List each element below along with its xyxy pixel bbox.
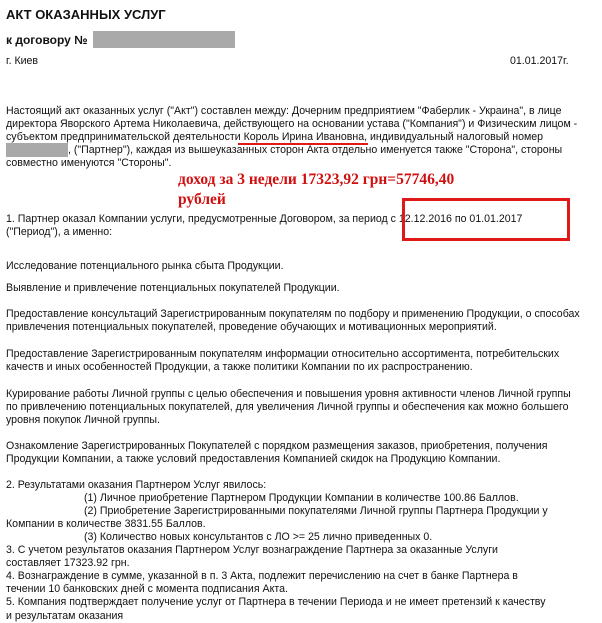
service-4-line-1: Предоставление Зарегистрированным покупателям информации относительно ассортимента, потребительских [6, 348, 560, 360]
service-5-line-3: уровня покупок Личной группы. [6, 414, 160, 426]
p2-item-2: (2) Приобретение Зарегистрированными покупателями Личной группы Партнера Продукции у [84, 505, 548, 517]
period-dates: 12.12.2016 по 01.01.2017 [398, 213, 523, 225]
p2-item-3: (3) Количество новых консультантов с ЛО >= 25 лично приведенных 0. [84, 531, 433, 543]
p2-item-2-cont: Компании в количестве 3831.55 Баллов. [6, 518, 206, 530]
p2-heading: 2. Результатами оказания Партнером Услуг явилось: [6, 479, 267, 491]
service-3-line-1: Предоставление консультаций Зарегистрированным покупателям по подбору и применению Продукции, о способах [6, 308, 580, 320]
service-4-line-2: качеств и иных особенностей Продукции, а также политики Компании по их распространению. [6, 361, 473, 373]
service-5-line-2: по привлечению потенциальных покупателей, для увеличения Личной группы и обеспечения как можно большего [6, 401, 569, 413]
intro-line-3-end: , индивидуальный налоговый номер [364, 131, 544, 143]
service-6-line-2: Продукции Компании, а также условий предоставления Компанией скидок на Продукцию Компании. [6, 453, 501, 465]
p5-line-2: и результатам оказания [6, 610, 124, 622]
intro-line-3 [6, 130, 543, 144]
service-6-line-1: Ознакомление Зарегистрированных Покупателей с порядком размещения заказов, приобретения, получения [6, 440, 548, 452]
service-1: Исследование потенциального рынка сбыта Продукции. [6, 260, 284, 272]
service-3-line-2: привлечения потенциальных покупателей, проведение обучающих и мотивационных мероприятий. [6, 321, 497, 333]
document-date: 01.01.2017г. [510, 55, 569, 67]
contract-label: к договору № [6, 33, 88, 47]
city: г. Киев [6, 55, 39, 67]
document-title: АКТ ОКАЗАННЫХ УСЛУГ [6, 7, 166, 22]
redacted-contract-number [93, 31, 235, 48]
intro-line-5: совместно именуются "Стороны". [6, 157, 172, 169]
p4-line-1: 4. Вознаграждение в сумме, указанной в п. 3 Акта, подлежит перечислению на счет в банке Партнера в [6, 570, 518, 582]
p1-text: 1. Партнер оказал Компании услуги, предусмотренные Договором, за период с [6, 213, 399, 225]
income-annotation-line-1: доход за 3 недели 17323,92 грн=57746,40 [178, 171, 455, 188]
period-highlight-box [402, 198, 570, 241]
intro-line-2: директора Яворского Артема Николаевича, действующего на основании устава ("Компания") и Физическим лицом - [6, 118, 578, 130]
service-2: Выявление и привлечение потенциальных покупателей Продукции. [6, 282, 340, 294]
service-5-line-1: Курирование работы Личной группы с целью обеспечения и повышения уровня активности членов Личной группы [6, 388, 571, 400]
partner-name: Король Ирина Ивановна [243, 131, 365, 143]
intro-line-1: Настоящий акт оказанных услуг ("Акт") составлен между: Дочерним предприятием "Фаберлик - Украина", в лице [6, 105, 562, 117]
intro-line-3-start: субъектом предпринимательской деятельности [6, 131, 244, 143]
redacted-tax-number [6, 143, 68, 157]
p3-line-1: 3. С учетом результатов оказания Партнером Услуг вознаграждение Партнера за оказанные Услуги [6, 544, 498, 556]
p3-line-2: составляет 17323.92 грн. [6, 557, 130, 569]
income-annotation-line-2: рублей [178, 191, 226, 208]
p2-item-1: (1) Личное приобретение Партнером Продукции Компании в количестве 100.86 Баллов. [84, 492, 519, 504]
intro-line-4: , ("Партнер"), каждая из вышеуказанных сторон Акта отдельно именуется также "Сторона", стороны [68, 144, 563, 156]
p4-line-2: течении 10 банковских дней с момента подписания Акта. [6, 583, 288, 595]
p1-line-2: ("Период"), а именно: [6, 226, 113, 238]
p5-line-1: 5. Компания подтверждает получение услуг от Партнера в течении Периода и не имеет претензий к качеству [6, 596, 546, 608]
